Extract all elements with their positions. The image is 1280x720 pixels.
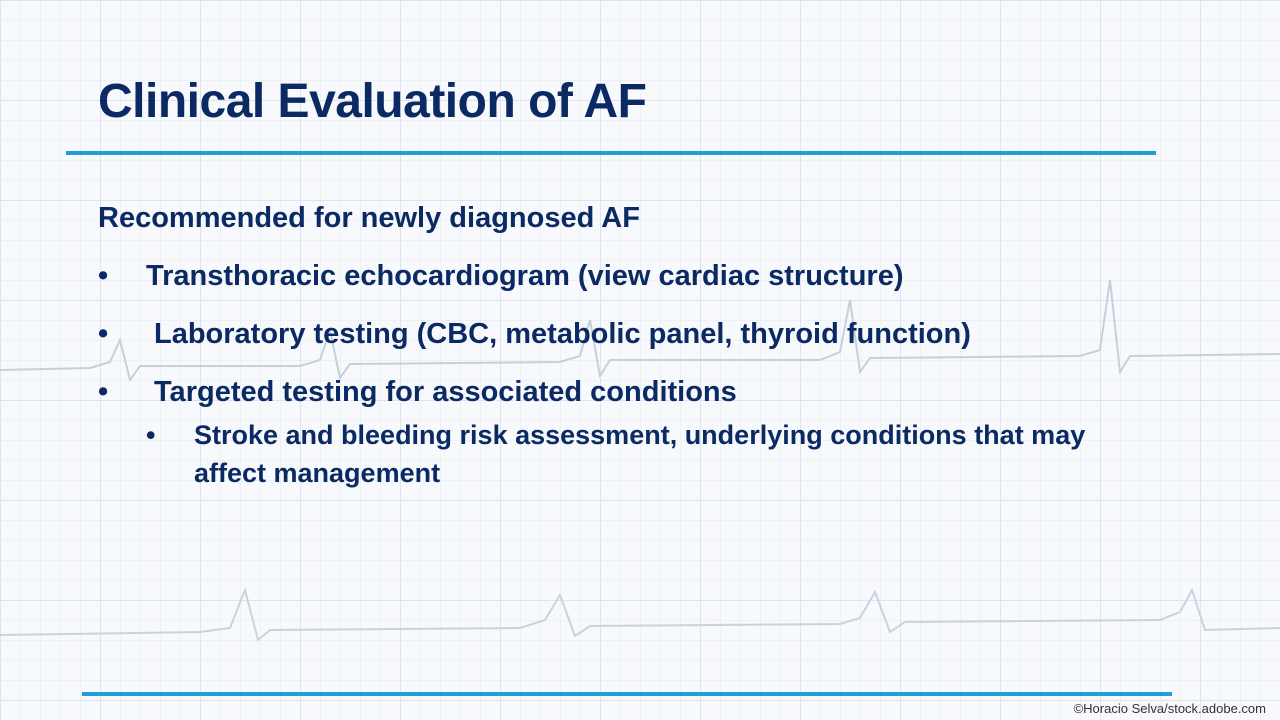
slide-content (98, 200, 1198, 492)
bullet-item (98, 258, 1198, 294)
lead-text: Recommended for newly diagnosed AF (98, 202, 640, 234)
image-credit: ©Horacio Selva/stock.adobe.com (1073, 701, 1266, 716)
bullet-item (98, 316, 1198, 352)
sub-bullet-item (98, 416, 1198, 492)
bullet-text: Laboratory testing (CBC, metabolic panel, thyroid function) (154, 318, 971, 350)
sub-bullet-text: Stroke and bleeding risk assessment, underlying conditions that may affect management (194, 420, 1086, 488)
bullet-text: Targeted testing for associated conditions (154, 376, 737, 408)
slide-title: Clinical Evaluation of AF (98, 75, 647, 128)
footer-divider (82, 692, 1172, 696)
bullet-icon: • (98, 318, 109, 350)
bullet-item (98, 374, 1198, 410)
bullet-text: Transthoracic echocardiogram (view cardiac structure) (146, 260, 904, 292)
bullet-icon: • (98, 260, 109, 292)
bullet-icon: • (98, 376, 109, 408)
sub-bullet-icon: • (146, 420, 156, 450)
bullet-list (98, 258, 1198, 410)
title-divider (66, 151, 1156, 155)
